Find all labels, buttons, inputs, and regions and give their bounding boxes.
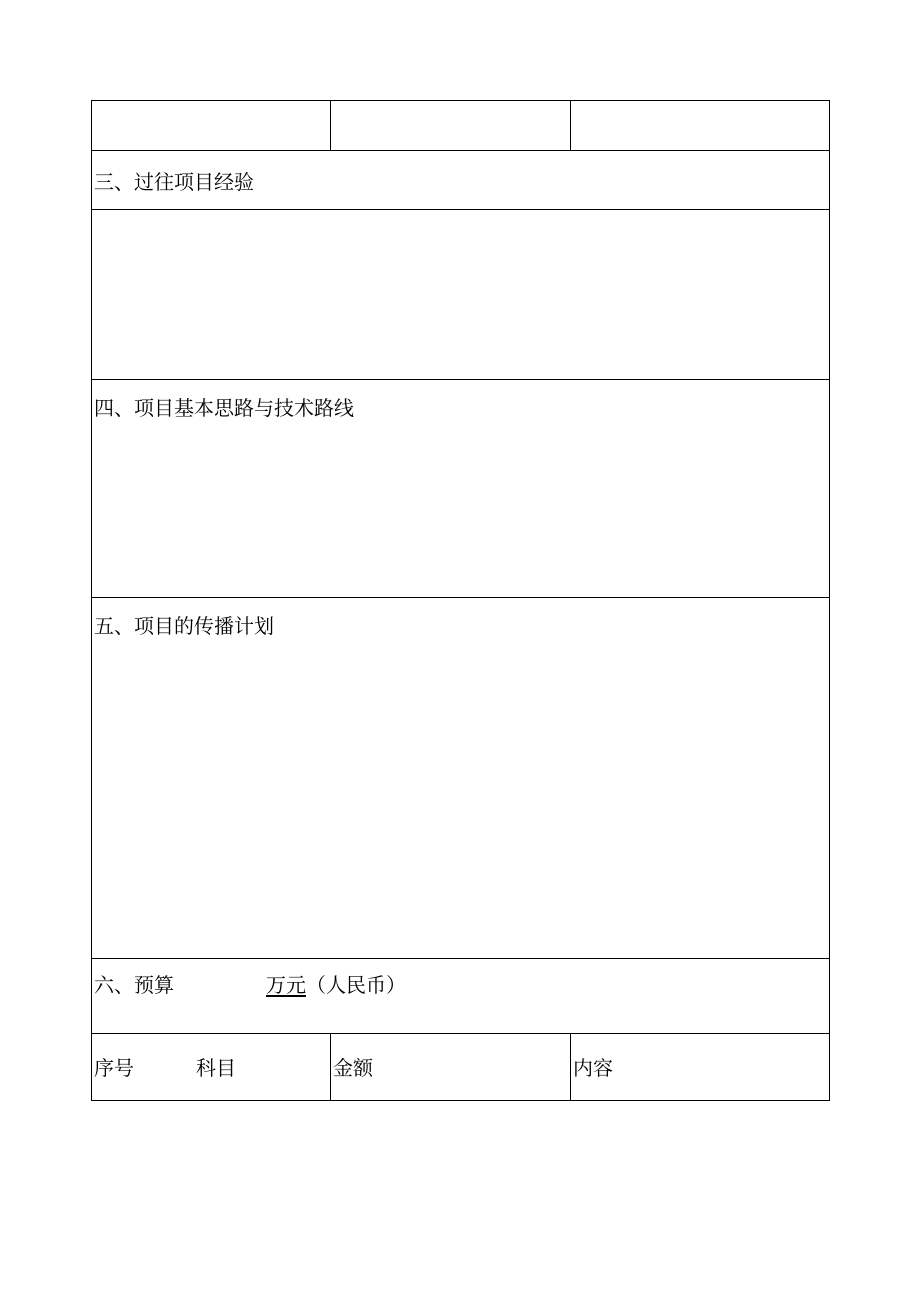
section-6-row [92,959,830,1034]
top-continuation-row [92,101,830,151]
budget-header-content: 内容 [573,1056,613,1080]
section-5-field[interactable] [92,598,830,959]
top-cell-2[interactable] [331,101,571,151]
top-cell-3[interactable] [571,101,830,151]
budget-header-subject: 科目 [196,1056,236,1080]
top-cell-1[interactable] [92,101,331,151]
section-4-row [92,380,830,598]
section-4-field[interactable] [92,380,830,598]
budget-header-content-cell[interactable] [571,1034,830,1101]
section-6-title-line [92,959,829,995]
budget-header-row [92,1034,830,1101]
section-6-field[interactable] [92,959,830,1034]
budget-header-amount: 金额 [333,1056,373,1080]
application-form-table [91,100,830,1101]
budget-header-seq-subject [92,1034,330,1078]
section-6-title: 六、预算 [94,973,174,997]
section-3-title: 三、过往项目经验 [94,170,254,194]
section-5-title: 五、项目的传播计划 [94,614,274,638]
budget-header-seq-subject-cell[interactable] [92,1034,331,1101]
budget-unit-label: 万元 [266,973,306,997]
section-3-header-cell [92,151,830,210]
section-3-body-row [92,210,830,380]
budget-header-seq: 序号 [94,1056,134,1080]
budget-currency-label: （人民币） [306,973,406,997]
section-5-row [92,598,830,959]
budget-header-amount-cell[interactable] [331,1034,571,1101]
section-3-body-field[interactable] [92,210,830,380]
section-3-header-row [92,151,830,210]
section-4-title: 四、项目基本思路与技术路线 [94,396,354,420]
